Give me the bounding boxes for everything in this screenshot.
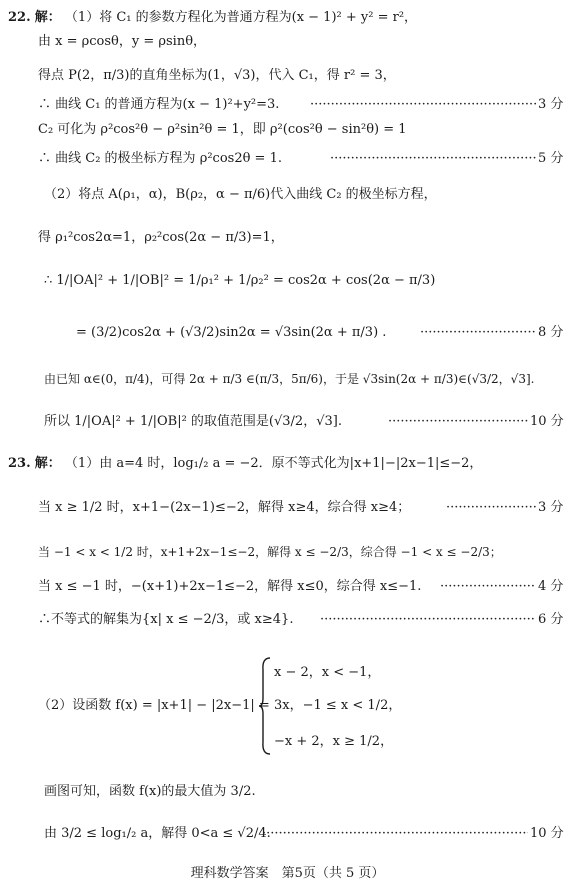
q22-line-5: C₂ 可化为 ρ²cos²θ − ρ²sin²θ = 1，即 ρ²(cos²θ − sin²θ) = 1 [38, 122, 407, 137]
q22-line-10: = (3/2)cos2α + (√3/2)sin2α = √3sin(2α + π/3) . [76, 325, 387, 340]
q23-score-1: 3 分 [538, 500, 564, 515]
q22-leader-1 [310, 97, 536, 113]
q23-score-2: 4 分 [538, 579, 564, 594]
q22-line-12: 所以 1/|OA|² + 1/|OB|² 的取值范围是(√3/2，√3]. [44, 414, 342, 429]
q22-score-2: 5 分 [538, 151, 564, 166]
q22-line-1 [8, 10, 417, 26]
q22-text-1: （1）将 C₁ 的参数方程化为普通方程为(x − 1)² + y² = r²， [64, 10, 418, 25]
piecewise-case-2: 3x，−1 ≤ x < 1/2， [274, 698, 402, 713]
q22-line-4: ∴ 曲线 C₁ 的普通方程为(x − 1)²+y²=3. [38, 97, 280, 112]
q22-score-1: 3 分 [538, 97, 564, 112]
q23-text-1: （1）由 a=4 时，log₁/₂ a = −2．原不等式化为|x+1|−|2x−1|≤−2， [64, 456, 483, 471]
q23-leader-3 [320, 612, 536, 628]
q23-score-3: 6 分 [538, 612, 564, 627]
q22-line-2: 由 x = ρcosθ，y = ρsinθ， [38, 34, 207, 49]
q23-leader-2 [440, 579, 536, 595]
q23-line-8: 由 3/2 ≤ log₁/₂ a，解得 0<a ≤ √2/4. [44, 826, 271, 841]
piecewise-case-1: x − 2，x < −1， [274, 665, 381, 680]
q22-leader-3 [420, 325, 536, 341]
q22-answer-label: 解： [34, 10, 61, 25]
q23-score-4: 10 分 [530, 826, 564, 841]
q22-line-9: ∴ 1/|OA|² + 1/|OB|² = 1/ρ₁² + 1/ρ₂² = cos2α + cos(2α − π/3) [44, 273, 436, 288]
q23-number: 23. [8, 456, 31, 471]
q22-number: 22. [8, 10, 31, 25]
q23-line-6: （2）设函数 f(x) = |x+1| − |2x−1| = [38, 698, 270, 713]
q23-line-2: 当 x ≥ 1/2 时，x+1−(2x−1)≤−2，解得 x≥4，综合得 x≥4； [38, 500, 411, 515]
q22-leader-4 [388, 414, 528, 430]
q23-leader-4 [262, 826, 528, 842]
piecewise-case-3: −x + 2，x ≥ 1/2， [274, 734, 394, 749]
q23-leader-1 [446, 500, 536, 516]
q23-line-7: 画图可知，函数 f(x)的最大值为 3/2. [44, 784, 256, 799]
q23-line-5: ∴不等式的解集为{x| x ≤ −2/3，或 x≥4}. [38, 612, 294, 627]
q22-leader-2 [330, 151, 536, 167]
q22-score-4: 10 分 [530, 414, 564, 429]
q23-line-4: 当 x ≤ −1 时，−(x+1)+2x−1≤−2，解得 x≤0，综合得 x≤−1. [38, 579, 422, 594]
q22-score-3: 8 分 [538, 325, 564, 340]
q22-line-8: 得 ρ₁²cos2α=1，ρ₂²cos(2α − π/3)=1， [38, 230, 284, 245]
page-footer: 理科数学答案 第5页（共 5 页） [190, 866, 385, 881]
q23-answer-label: 解： [34, 456, 61, 471]
piecewise-brace [258, 656, 272, 756]
q22-line-7: （2）将点 A(ρ₁，α)，B(ρ₂，α − π/6)代入曲线 C₂ 的极坐标方程， [44, 187, 437, 202]
q23-line-3: 当 −1 < x < 1/2 时，x+1+2x−1≤−2，解得 x ≤ −2/3，综合得 −1 < x ≤ −2/3； [38, 545, 502, 559]
q22-line-3: 得点 P(2，π/3)的直角坐标为(1，√3)，代入 C₁，得 r² = 3， [38, 68, 396, 83]
q23-line-1 [8, 456, 482, 472]
q22-line-6: ∴ 曲线 C₂ 的极坐标方程为 ρ²cos2θ = 1. [38, 151, 282, 166]
q22-line-11: 由已知 α∈(0，π/4)，可得 2α + π/3 ∈(π/3，5π/6)，于是 √3sin(2α + π/3)∈(√3/2，√3]. [44, 372, 535, 386]
